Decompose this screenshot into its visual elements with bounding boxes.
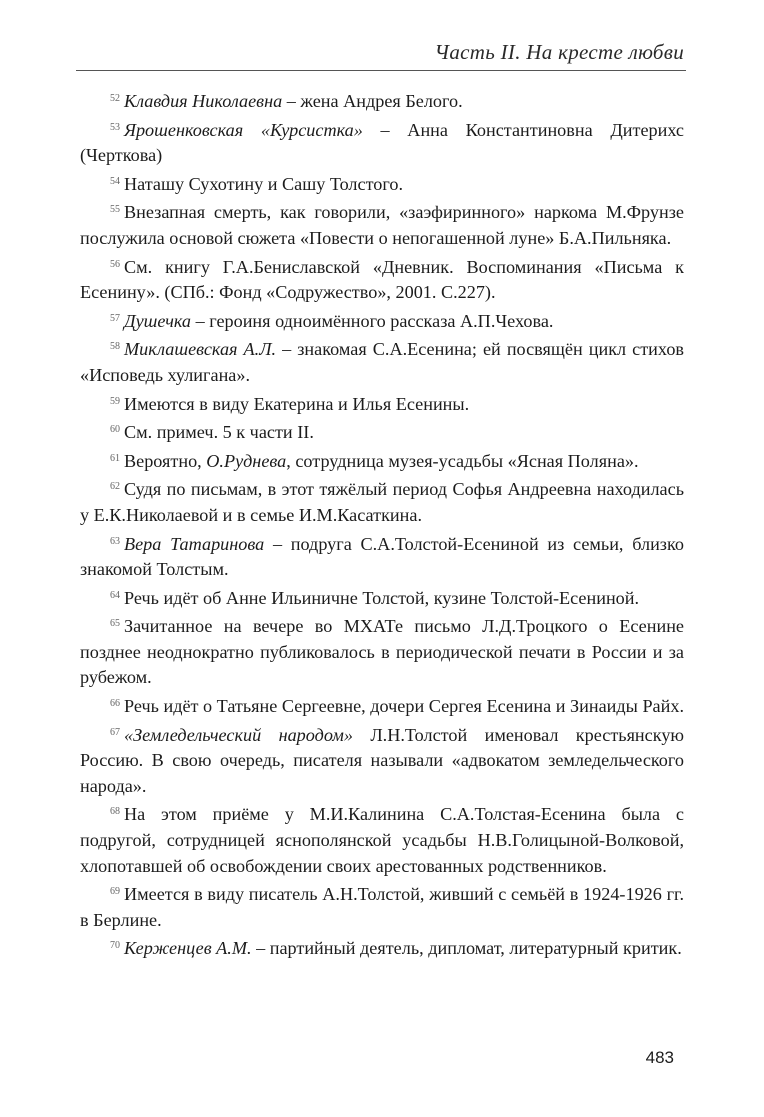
endnote-text: – героиня одноимённого рассказа А.П.Чехова. xyxy=(191,310,554,331)
endnote-text: – партийный деятель, дипломат, литературный критик. xyxy=(251,938,682,959)
header-rule xyxy=(76,70,686,71)
endnote-number: 70 xyxy=(110,940,120,952)
endnote-number: 60 xyxy=(110,424,120,436)
endnote-text: – Анна Константиновна Дитерихс (Черткова) xyxy=(80,119,684,166)
endnote xyxy=(80,389,684,418)
endnote-text: , сотрудница музея-усадьбы «Ясная Поляна». xyxy=(286,450,639,471)
endnote-text: – знакомая С.А.Есенина; ей посвящён цикл стихов «Исповедь хулигана». xyxy=(80,339,684,385)
endnote xyxy=(80,306,684,335)
endnote xyxy=(80,417,684,446)
endnote-number: 53 xyxy=(110,121,120,133)
endnote-text: – жена Андрея Белого. xyxy=(282,91,463,111)
endnote-number: 68 xyxy=(110,806,120,818)
endnote-text: Л.Н.Толстой именовал крестьянскую Россию. В свою очередь, писателя называли «адвокатом земледельческого народа». xyxy=(80,724,684,796)
endnote-term: Клавдия Николаевна xyxy=(124,91,283,111)
endnote xyxy=(80,529,684,583)
endnote-number: 64 xyxy=(110,589,120,601)
endnote-text: Речь идёт о Татьяне Сергеевне, дочери Сергея Есенина и Зинаиды Райх. xyxy=(124,696,685,717)
endnote xyxy=(80,879,684,933)
endnote-term: Ярошенковская «Курсистка» xyxy=(124,119,363,140)
endnote-text: Вероятно, xyxy=(124,450,207,471)
endnote xyxy=(80,720,684,800)
endnote xyxy=(80,334,684,388)
running-head: Часть II. На кресте любви xyxy=(434,40,684,64)
endnote-term: Вера Татаринова xyxy=(124,533,265,554)
endnote xyxy=(80,86,684,115)
endnote xyxy=(80,197,684,251)
endnote xyxy=(80,474,684,528)
endnote xyxy=(80,933,684,962)
endnote-text: Зачитанное на вечере во МХАТе письмо Л.Д.Троцкого о Есенине позднее неоднократно публиковалось в периодической печати в России и за рубежом. xyxy=(80,616,684,688)
endnote-text: На этом приёме у М.И.Калинина С.А.Толстая-Есенина была с подругой, сотрудницей яснополянской усадьбы Н.В.Голицыной-Волковой, хлопотавшей об освобождении своих арестованных родственников. xyxy=(80,804,684,876)
endnote-text: Внезапная смерть, как говорили, «заэфиринного» наркома М.Фрунзе послужила основой сюжета «Повести о непогашенной луне» Б.А.Пильняка. xyxy=(80,202,684,248)
endnote-number: 57 xyxy=(110,312,120,324)
endnote-number: 66 xyxy=(110,698,120,710)
endnote-text: Речь идёт об Анне Ильиничне Толстой, кузине Толстой-Есениной. xyxy=(124,587,640,608)
endnote-text: См. примеч. 5 к части II. xyxy=(124,422,314,443)
endnote-number: 55 xyxy=(110,204,120,216)
endnote-number: 67 xyxy=(110,726,120,738)
endnote xyxy=(80,583,684,612)
endnote xyxy=(80,446,684,475)
endnotes-list xyxy=(80,86,684,962)
endnote-number: 62 xyxy=(110,481,120,493)
page-number: 483 xyxy=(645,1048,674,1067)
endnote-number: 69 xyxy=(110,886,120,898)
endnote-term: Душечка xyxy=(124,310,192,331)
endnote-term: «Земледельческий народом» xyxy=(124,724,353,745)
endnote-number: 59 xyxy=(110,395,120,407)
endnote-number: 61 xyxy=(110,452,120,464)
endnote-number: 52 xyxy=(110,93,120,104)
endnote-number: 58 xyxy=(110,341,120,353)
endnote xyxy=(80,799,684,879)
endnote-term: О.Руднева xyxy=(206,450,287,471)
endnote-text: Имеются в виду Екатерина и Илья Есенины. xyxy=(124,393,470,414)
endnote xyxy=(80,115,684,169)
endnote xyxy=(80,611,684,691)
endnote-text: Имеется в виду писатель А.Н.Толстой, живший с семьёй в 1924-1926 гг. в Берлине. xyxy=(80,884,684,930)
endnote-number: 56 xyxy=(110,258,120,270)
endnote-number: 54 xyxy=(110,175,120,187)
endnote-number: 65 xyxy=(110,618,120,630)
endnote-number: 63 xyxy=(110,535,120,547)
endnote-term: Миклашевская А.Л. xyxy=(124,339,277,360)
endnote-text: Наташу Сухотину и Сашу Толстого. xyxy=(124,173,404,194)
endnote-text: См. книгу Г.А.Бениславской «Дневник. Воспоминания «Письма к Есенину». (СПб.: Фонд «Содружество», 2001. С.227). xyxy=(80,256,684,303)
endnote-term: Керженцев А.М. xyxy=(124,938,252,959)
endnote-text: – подруга С.А.Толстой-Есениной из семьи, близко знакомой Толстым. xyxy=(80,533,684,580)
endnote-text: Судя по письмам, в этот тяжёлый период Софья Андреевна находилась у Е.К.Николаевой и в семье И.М.Касаткина. xyxy=(80,479,684,525)
endnote xyxy=(80,169,684,198)
endnote xyxy=(80,691,684,720)
endnote xyxy=(80,252,684,306)
